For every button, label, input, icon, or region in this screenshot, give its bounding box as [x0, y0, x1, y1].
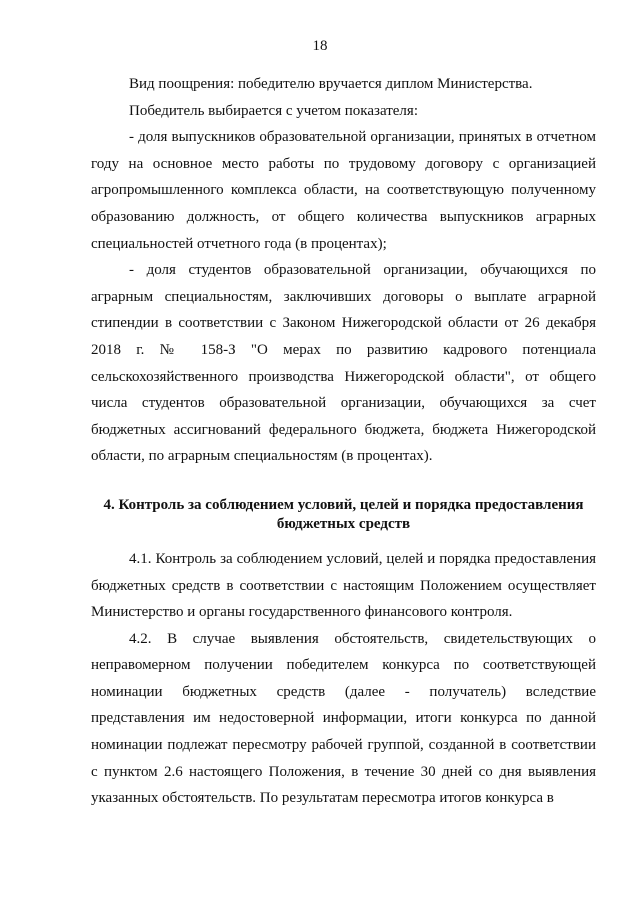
section-heading-line-2: бюджетных средств [276, 515, 411, 532]
document-body [91, 71, 596, 812]
clause-4-2-paragraph: 4.2. В случае выявления обстоятельств, свидетельствующих о неправомерном получении победителем конкурса по соответствующей номинации бюджетных средств (далее - получатель) вследствие представления им недостоверной информации, итоги конкурса по данной номинации подлежат пересмотру рабочей группой, созданной в соответствии с пунктом 2.6 настоящего Положения, в течение 30 дней со дня выявления указанных обстоятельств. По результатам пересмотра итогов конкурса в [91, 630, 596, 807]
page-number: 18 [312, 38, 328, 54]
graduates-share-paragraph: - доля выпускников образовательной организации, принятых в отчетном году на основное место работы по трудовому договору с организацией агропромышленного комплекса области, на соответствующую полученному образованию должность, от общего количества выпускников аграрных специальностей отчетного года (в процентах); [91, 129, 596, 252]
students-share-paragraph: - доля студентов образовательной организации, обучающихся по аграрным специальностям, заключивших договоры о выплате аграрной стипендии в соответствии с Законом Нижегородской области от 26 декабря 2018 г. № 158-З "О мерах по развитию кадрового потенциала сельскохозяйственного производства Нижегородской области", от общего числа студентов образовательной организации, обучающихся за счет бюджетных ассигнований федерального бюджета, бюджета Нижегородской области, по аграрным специальностям (в процентах). [91, 262, 596, 465]
section-heading [91, 496, 596, 534]
award-type-paragraph: Вид поощрения: победителю вручается диплом Министерства. [129, 76, 533, 92]
clause-4-1-paragraph: 4.1. Контроль за соблюдением условий, целей и порядка предоставления бюджетных средств в соответствии с настоящим Положением осуществляет Министерство и органы государственного финансового контроля. [91, 550, 596, 621]
section-heading-line-1: 4. Контроль за соблюдением условий, целей и порядка предоставления [103, 496, 584, 513]
winner-criteria-paragraph: Победитель выбирается с учетом показателя: [129, 102, 418, 119]
